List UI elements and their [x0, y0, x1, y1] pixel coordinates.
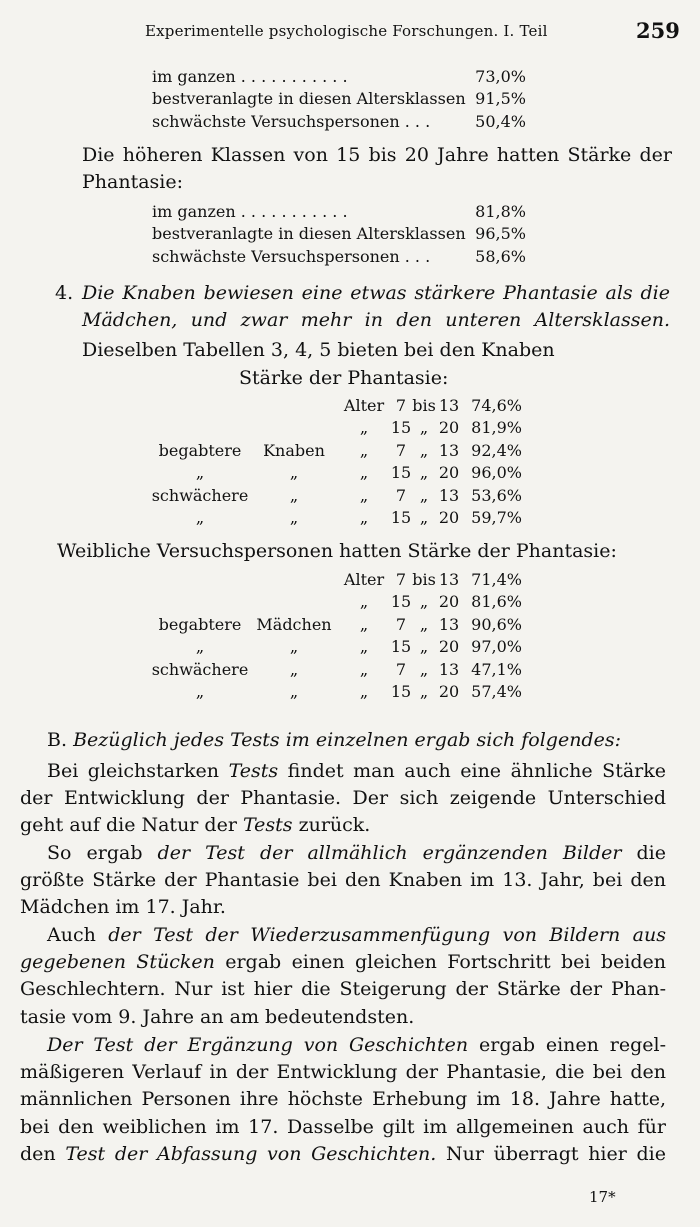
table-row: schwächste Versuchspersonen . . . 50,4%	[152, 111, 526, 131]
table-row: begabtere Mädchen „ 7 „ 13 90,6%	[158, 614, 522, 634]
table-row: „ „ „ 15 „ 20 57,4%	[195, 682, 522, 702]
table-row: begabtere Knaben „ 7 „ 13 92,4%	[158, 440, 522, 460]
running-title: Experimentelle psychologische Forschungen. I. Teil	[145, 22, 548, 40]
paragraph-image-completion-test: So ergab der Test der allmählich ergänzenden Bilder die größte Stärke der Phantasie bei den Knaben im 13. Jahr, bei den Mädchen im 17. Jahr.	[20, 842, 666, 919]
table-row: „ „ „ 15 „ 20 59,7%	[195, 508, 522, 528]
table-row: „ 15 „ 20 81,6%	[359, 592, 522, 612]
boys-table-caption: Stärke der Phantasie:	[239, 367, 449, 389]
table-row: Alter 7 bis 13 71,4%	[343, 569, 522, 589]
signature-mark: 17*	[589, 1188, 616, 1206]
stats-table-all-classes	[152, 65, 526, 133]
stats-table-higher-classes	[152, 200, 526, 268]
table-row: im ganzen . . . . . . . . . . . 73,0%	[152, 66, 526, 86]
table-row: im ganzen . . . . . . . . . . . 81,8%	[152, 201, 526, 221]
table-row: bestveranlagte in diesen Altersklassen 91,5%	[152, 89, 526, 109]
point4-statement: Die Knaben bewiesen eine etwas stärkere Phantasie als die Mädchen, und zwar mehr in den unteren Altersklassen.	[82, 282, 670, 332]
boys-table	[150, 394, 522, 529]
paragraph-higher-classes: Die höheren Klassen von 15 bis 20 Jahre hatten Stärke der Phantasie:	[82, 144, 672, 194]
female-heading: Weibliche Versuchspersonen hatten Stärke der Phantasie:	[57, 540, 617, 562]
table-row: Alter 7 bis 13 74,6%	[343, 395, 522, 415]
section-b-heading: B. Bezüglich jedes Tests im einzelnen ergab sich folgendes:	[47, 729, 621, 751]
table-row: „ „ „ 15 „ 20 96,0%	[195, 463, 522, 483]
paragraph-reassembly-test: Auch der Test der Wiederzusammenfügung von Bildern aus gegebenen Stücken ergab einen gleichen Fortschritt bei beiden Geschlechtern. Nur ist hier die Steigerung der Stärke der Phan- tasie vom 9. Jahre an am bedeutendsten.	[20, 924, 666, 1028]
page-number: 259	[636, 18, 680, 43]
table-row: bestveranlagte in diesen Altersklassen 96,5%	[152, 224, 526, 244]
table-row: schwächste Versuchspersonen . . . 58,6%	[152, 246, 526, 266]
table-row: „ 15 „ 20 81,9%	[359, 418, 522, 438]
table-row: „ „ „ 15 „ 20 97,0%	[195, 637, 522, 657]
table-row: schwächere „ „ 7 „ 13 47,1%	[151, 659, 522, 679]
point-number: 4.	[55, 282, 74, 304]
paragraph-tests-general: Bei gleichstarken Tests findet man auch eine ähnliche Stärke der Entwicklung der Phantasie. Der sich zeigende Unterschied geht auf die Natur der Tests zurück.	[20, 760, 666, 837]
table-row: schwächere „ „ 7 „ 13 53,6%	[151, 485, 522, 505]
tables-reference: Dieselben Tabellen 3, 4, 5 bieten bei den Knaben	[82, 339, 555, 361]
girls-table	[150, 568, 522, 703]
paragraph-story-completion-test: Der Test der Ergänzung von Geschichten ergab einen regel- mäßigeren Verlauf in der Entwicklung der Phantasie, die bei den männlichen Personen ihre höchste Erhebung im 18. Jahre hatte, bei den weiblichen im 17. Dasselbe gilt im allgemeinen auch für den Test der Abfassung von Geschichten. Nur überragt hier die	[20, 1034, 666, 1165]
